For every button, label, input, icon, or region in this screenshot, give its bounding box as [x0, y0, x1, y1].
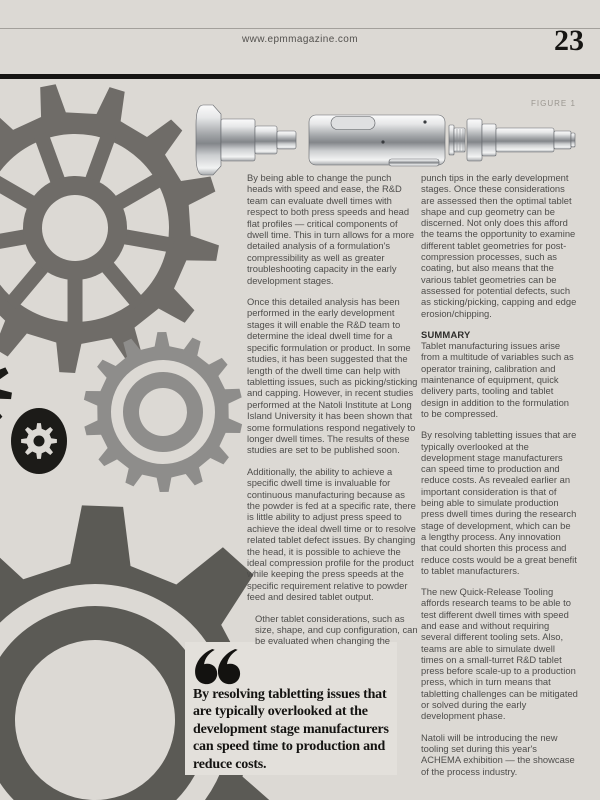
paragraph: punch tips in the early development stages. Once these considerations are assessed then the optimal tablet shape and cup geometry can be discerned. Not only does this afford the teams the opportunity to examine different tablet geometries for post-compression processes, such as coating, but also means that the various tablet geometries can be assessed for potential defects, such as sticking/picking, capping and edge erosion/chipping. — [421, 172, 577, 319]
pull-quote-text: By resolving tabletting issues that are typically overlooked at the development stage manufacturers can speed time to production and reduce costs. — [193, 687, 389, 772]
punch-tooling-image — [193, 95, 578, 180]
gear-icon-badge — [11, 408, 67, 474]
punch-head-part — [196, 105, 296, 175]
paragraph: The new Quick-Release Tooling affords research teams to be able to test different dwell times with speed and ease and without requiring several different tooling sets. Also, teams are able to simulate dwell times on a small-turret R&D tablet press before scale-up to a production press, which in turn means that tabletting challenges can be mitigated or solved during the early development phase. — [421, 586, 578, 722]
article-column-right — [421, 172, 578, 787]
page-number: 23 — [554, 24, 584, 57]
punch-barrel-part — [309, 115, 445, 166]
pull-quote-box — [185, 642, 397, 775]
paragraph: Tablet manufacturing issues arise from a multitude of variables such as operator training, calibration and maintenance of equipment, quick delivery parts, tooling and tablet design in addition to the formulation to be compressed. — [421, 340, 574, 419]
figure-label: FIGURE 1 — [531, 99, 576, 108]
gear-icon-outline-middle — [68, 318, 257, 506]
website-url: www.epmmagazine.com — [242, 34, 358, 45]
gear-icon-small-edge — [0, 344, 17, 436]
pull-quote-icon — [193, 649, 243, 685]
paragraph: Additionally, the ability to achieve a specific dwell time is invaluable for continuous manufacturing because as the powder is fed at a specific rate, there is little ability to adjust press speed to achieve the ideal dwell time or to resolve related tablet defect issues. By changing the head, it is possible to achieve the ideal compression profile for the product while keeping the press speeds at the specific requirement relative to powder feed and desired tablet output. — [247, 465, 416, 603]
paragraph: Natoli will be introducing the new tooling set during this year's ACHEMA exhibition — the showcase of the process industry. — [421, 731, 575, 777]
summary-heading: SUMMARY — [421, 328, 471, 340]
header-black-bar — [0, 74, 600, 79]
paragraph: Other tablet considerations, such as size, shape, and cup configuration, can be evaluated when changing the — [255, 612, 418, 647]
header-rule — [0, 28, 600, 29]
paragraph: By resolving tabletting issues that are typically overlooked at the development stage manufacturers can speed time to production and reduce costs. As revealed earlier an important consideration is that of being able to simulate production press dwell times during the research stage of development, which can be a lengthy process. Any innovation that could shorten this process and reduce costs would be a great benefit to tablet manufacturers. — [421, 429, 577, 576]
punch-tip-part — [449, 119, 575, 161]
paragraph: By being able to change the punch heads with speed and ease, the R&D team can evaluate dwell times with respect to both press speeds and head flat profiles — critical components of dwell time. This in turn allows for a more detailed analysis of a formulation's compressibility as well as greater troubleshooting capacity in the early development stages. — [247, 172, 415, 286]
article-column-left — [247, 172, 419, 657]
paragraph: Once this detailed analysis has been performed in the early development stages it will enable the R&D team to determine the ideal dwell time for a specific formulation or product. In some studies, it has been suggested that the length of the dwell time can help with tabletting issues, such as picking/sticking and capping. However, in recent studies performed at the Natoli Institute at Long Island University it has been shown that some formulations respond negatively to longer dwell times. The results of these studies are set to be published soon. — [247, 296, 418, 456]
